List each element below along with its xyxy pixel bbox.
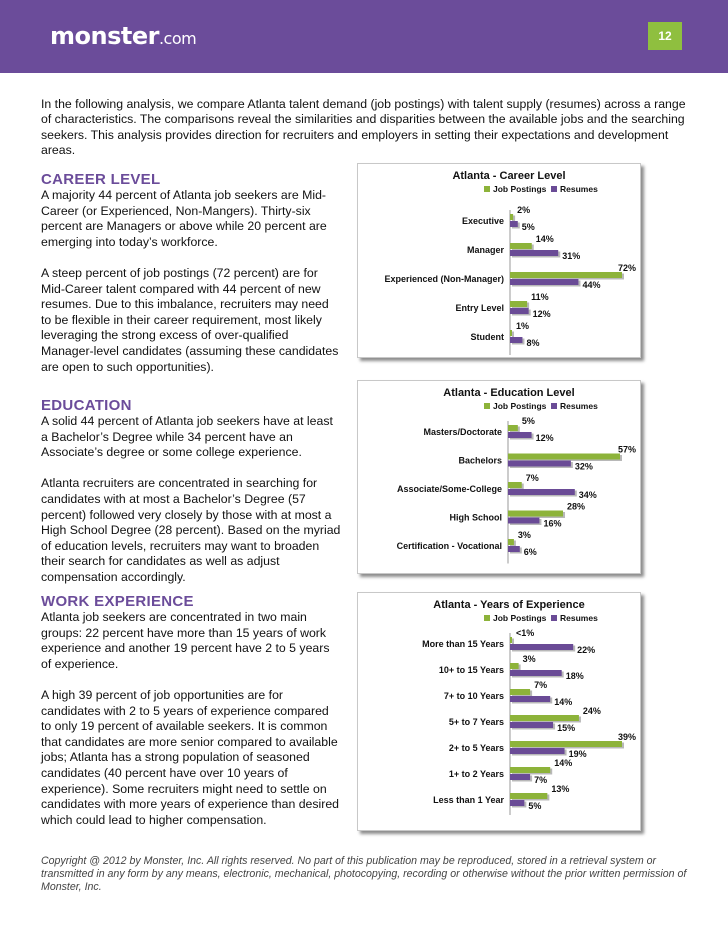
- career-level-section: [41, 171, 341, 375]
- career-level-title: CAREER LEVEL: [41, 171, 161, 188]
- bar-job-postings: [508, 482, 522, 488]
- bar-shadow: [512, 332, 514, 338]
- category-label: 5+ to 7 Years: [448, 717, 504, 727]
- bar-job-postings: [510, 637, 512, 643]
- bar-resumes: [510, 696, 550, 702]
- data-label-resumes: 12%: [532, 309, 551, 319]
- data-label-resumes: 12%: [535, 433, 554, 443]
- data-label-job-postings: 11%: [531, 292, 549, 302]
- work-experience-paragraph-2: A high 39 percent of job opportunities are for candidates with 2 to 5 years of experience compared to only 19 percent of available seekers. It is common that candidates are more senior compared to available jobs; Atlanta has a strong population of seasoned candidates (40 percent have over 10 years of experience). Some recruiters might need to settle on candidates with more years of experience than desired which could lead to higher compensation.: [41, 687, 340, 827]
- category-label: Bachelors: [458, 455, 502, 466]
- education-paragraph-2: Atlanta recruiters are concentrated in searching for candidates with at most a Bachelor’s Degree (57 percent) followed very closely by those with at most a High School Degree (28 percent). Based on the myriad of education levels, recruiters may want to broaden their search for candidates as well as adjust compensation accordingly.: [41, 476, 341, 584]
- legend-label-job-postings: Job Postings: [493, 184, 547, 194]
- education-section: [41, 397, 341, 586]
- legend-swatch-resumes: [551, 403, 557, 409]
- bar-job-postings: [510, 330, 512, 336]
- legend-swatch-job-postings: [484, 186, 490, 192]
- bar-job-postings: [510, 301, 527, 307]
- data-label-resumes: 8%: [526, 338, 540, 348]
- education-level-chart-svg: [358, 381, 640, 573]
- category-label: Less than 1 Year: [433, 795, 504, 805]
- bar-job-postings: [508, 425, 518, 431]
- bar-job-postings: [510, 663, 519, 669]
- data-label-job-postings: 5%: [521, 416, 535, 426]
- category-label: 10+ to 15 Years: [438, 665, 504, 675]
- bar-job-postings: [508, 539, 514, 545]
- bar-resumes: [508, 518, 539, 524]
- years-experience-chart: [357, 592, 641, 831]
- data-label-resumes: 19%: [568, 749, 587, 759]
- career-level-chart-svg: [358, 164, 640, 357]
- work-experience-section: [41, 593, 341, 828]
- bar-resumes: [510, 337, 522, 343]
- bar-job-postings: [510, 689, 530, 695]
- data-label-job-postings: 2%: [517, 205, 531, 215]
- bar-resumes: [510, 250, 558, 256]
- data-label-resumes: 44%: [582, 280, 601, 290]
- page-number: 12: [648, 22, 682, 50]
- education-level-chart: [357, 380, 641, 574]
- data-label-resumes: 18%: [565, 671, 584, 681]
- bar-resumes: [510, 800, 524, 806]
- category-label: High School: [449, 512, 502, 523]
- legend-label-job-postings: Job Postings: [493, 401, 547, 411]
- category-label: Entry Level: [455, 303, 504, 313]
- intro-paragraph: In the following analysis, we compare Atlanta talent demand (job postings) with talent supply (resumes) across a range of characteristics. The comparisons reveal the similarities and disparities between the available jobs and the searching seekers. This analysis provides direction for recruiters and employers in setting their expectations and development areas.: [41, 97, 686, 158]
- legend-swatch-resumes: [551, 615, 557, 621]
- data-label-resumes: 32%: [574, 461, 593, 472]
- bar-job-postings: [510, 214, 513, 220]
- bar-job-postings: [510, 741, 622, 747]
- data-label-resumes: 16%: [543, 518, 562, 529]
- chart-title: Atlanta - Career Level: [452, 170, 566, 182]
- career-level-chart: [357, 163, 641, 358]
- bar-job-postings: [508, 511, 563, 517]
- data-label-resumes: 22%: [577, 645, 596, 655]
- bar-resumes: [510, 644, 573, 650]
- data-label-job-postings: <1%: [516, 628, 535, 638]
- logo-suffix: .com: [158, 29, 197, 48]
- logo-text: monster: [50, 22, 159, 50]
- legend-label-job-postings: Job Postings: [493, 613, 547, 623]
- bar-job-postings: [510, 793, 547, 799]
- bar-job-postings: [510, 715, 579, 721]
- bar-job-postings: [510, 767, 550, 773]
- category-label: Certification - Vocational: [396, 541, 502, 551]
- bar-job-postings: [510, 272, 622, 278]
- category-label: Student: [470, 332, 504, 342]
- education-paragraph-1: A solid 44 percent of Atlanta job seekers have at least a Bachelor’s Degree while 34 percent have an Associate’s degree or some college experience.: [41, 414, 333, 460]
- category-label: 2+ to 5 Years: [448, 743, 504, 753]
- bar-resumes: [510, 221, 518, 227]
- career-level-paragraph-2: A steep percent of job postings (72 percent) are for Mid-Career talent compared with 44 percent of new resumes. Due to this imbalance, recruiters may need to be flexible in their career requirement, most likely leveraging the strong excess of over-qualified Manager-level candidates (assuming these candidates are open to such opportunities).: [41, 265, 339, 374]
- bar-resumes: [510, 722, 553, 728]
- bar-job-postings: [508, 454, 620, 460]
- data-label-resumes: 15%: [557, 723, 576, 733]
- legend-swatch-job-postings: [484, 615, 490, 621]
- career-level-paragraph-1: A majority 44 percent of Atlanta job seekers are Mid-Career (or Experienced, Non-Mangers). Thirty-six percent are Managers or above while 20 percent are emerging into today’s workforce.: [41, 188, 327, 249]
- legend-label-resumes: Resumes: [560, 401, 598, 411]
- page-header: [0, 0, 728, 73]
- data-label-job-postings: 7%: [534, 680, 548, 690]
- legend-swatch-resumes: [551, 186, 557, 192]
- years-experience-chart-svg: [358, 593, 640, 830]
- data-label-job-postings: 39%: [618, 732, 637, 742]
- category-label: More than 15 Years: [422, 639, 504, 649]
- data-label-resumes: 5%: [528, 801, 542, 811]
- data-label-resumes: 6%: [523, 547, 537, 557]
- data-label-job-postings: 57%: [618, 444, 637, 455]
- chart-title: Atlanta - Education Level: [443, 387, 575, 399]
- bar-resumes: [510, 670, 562, 676]
- bar-resumes: [508, 489, 575, 495]
- bar-resumes: [510, 774, 530, 780]
- bar-resumes: [508, 461, 571, 467]
- data-label-job-postings: 14%: [535, 234, 554, 244]
- category-label: Associate/Some-College: [396, 484, 502, 494]
- category-label: 7+ to 10 Years: [443, 691, 504, 701]
- education-title: EDUCATION: [41, 397, 132, 414]
- category-label: Manager: [466, 245, 504, 255]
- data-label-job-postings: 3%: [522, 654, 536, 664]
- data-label-job-postings: 3%: [517, 530, 531, 540]
- data-label-job-postings: 1%: [516, 321, 530, 331]
- data-label-job-postings: 13%: [551, 784, 570, 794]
- data-label-job-postings: 24%: [582, 706, 601, 716]
- bar-resumes: [510, 748, 565, 754]
- data-label-job-postings: 72%: [618, 263, 637, 273]
- bar-resumes: [510, 308, 529, 314]
- data-label-job-postings: 28%: [567, 501, 586, 512]
- legend-label-resumes: Resumes: [560, 184, 598, 194]
- data-label-job-postings: 7%: [525, 473, 539, 483]
- monster-logo: [50, 22, 196, 50]
- work-experience-paragraph-1: Atlanta job seekers are concentrated in two main groups: 22 percent have more than 15 years of work experience and another 19 percent have 2 to 5 years of experience.: [41, 610, 330, 671]
- category-label: Experienced (Non-Manager): [384, 274, 504, 284]
- legend-swatch-job-postings: [484, 403, 490, 409]
- data-label-resumes: 31%: [562, 251, 581, 261]
- work-experience-title: WORK EXPERIENCE: [41, 593, 194, 610]
- copyright-footer: Copyright @ 2012 by Monster, Inc. All rights reserved. No part of this publication may be reproduced, stored in a retrieval system or transmitted in any form by any means, electronic, mechanical, photocopying, recording or otherwise without the prior written permission of Monster, Inc.: [41, 855, 687, 894]
- bar-resumes: [508, 432, 532, 438]
- bar-shadow: [512, 639, 514, 645]
- data-label-resumes: 34%: [578, 490, 597, 500]
- category-label: 1+ to 2 Years: [448, 769, 504, 779]
- bar-resumes: [508, 546, 520, 552]
- chart-title: Atlanta - Years of Experience: [433, 599, 585, 611]
- bar-job-postings: [510, 243, 532, 249]
- bar-resumes: [510, 279, 578, 285]
- data-label-resumes: 7%: [534, 775, 548, 785]
- legend-label-resumes: Resumes: [560, 613, 598, 623]
- category-label: Executive: [461, 216, 504, 226]
- data-label-resumes: 5%: [521, 222, 535, 232]
- category-label: Masters/Doctorate: [423, 427, 502, 437]
- data-label-resumes: 14%: [554, 697, 573, 707]
- data-label-job-postings: 14%: [554, 758, 573, 768]
